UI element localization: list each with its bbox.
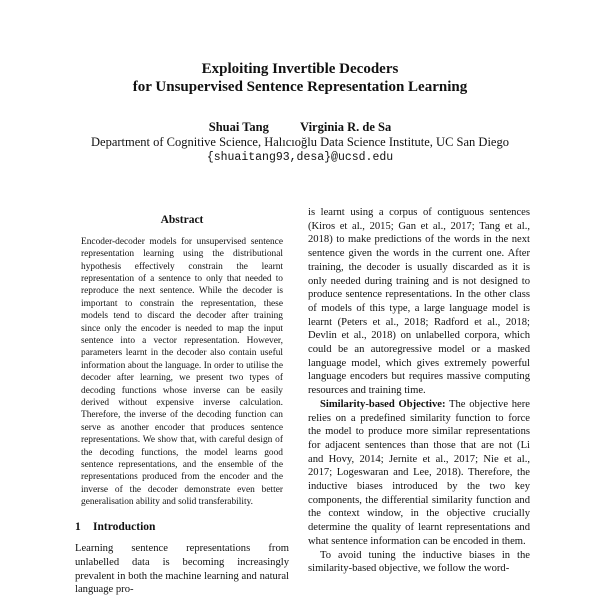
body-paragraph-1: is learnt using a corpus of contiguous sentences (Kiros et al., 2015; Gan et al., 2017; Tang et al., 2018) to make predictions of the words in the next sentence given the words in the current one. After training, the decoder is usually discarded as it is only needed during training and is not designed to produce sentence representations. In the other class of models of this type, a large language model is learnt (Peters et al., 2018; Radford et al., 2018; Devlin et al., 2018) on unlabelled corpora, which could be an autoregressive model or a masked language model, which gives extremely powerful language encoders but requires massive computing resources and training time. [308, 207, 530, 397]
introduction-text: Learning sentence representations from unlabelled data is becoming increasingly prevalent in both the machine learning and natural language pro- [75, 543, 289, 596]
section-heading-introduction [75, 521, 289, 535]
abstract-text: Encoder-decoder models for unsupervised sentence representation learning using the distributional hypothesis effectively constrain the learnt representation of a sentence to only that needed to reproduce the next sentence. While the decoder is important to constrain the representation, these models tend to discard the decoder after training since only the encoder is needed to map the input sentence into a vector representation. However, parameters learnt in the decoder also contain useful information about the language. In order to utilise the decoder after learning, we present two types of decoding functions whose inverse can be easily derived without expensive inverse calculation. Therefore, the inverse of the decoding function can serve as another encoder that produces sentence representations. We show that, with careful design of the decoding functions, the model learns good sentence representations, and the ensemble of the representations produced from the encoder and the inverse of the decoder demonstrate even better generalisation ability and solid transferability. [81, 236, 283, 508]
title-line-1: Exploiting Invertible Decoders [201, 61, 399, 77]
author-names [0, 120, 600, 135]
title-line-2: for Unsupervised Sentence Representation Learning [132, 79, 468, 95]
abstract-heading: Abstract [160, 214, 204, 226]
left-column [75, 206, 289, 597]
paper-title [0, 60, 600, 96]
body-paragraph-3: To avoid tuning the inductive biases in the similarity-based objective, we follow the word- [308, 549, 530, 575]
author-block [0, 120, 600, 165]
email: {shuaitang93,desa}@ucsd.edu [206, 151, 394, 164]
body-paragraph-2 [308, 398, 530, 549]
section-title: Introduction [93, 520, 156, 533]
paragraph-2-text: The objective here relies on a predefined similarity function to force the model to produce more similar representations for adjacent sentences than those that are not (Li and Hovy, 2014; Jernite et al., 2017; Nie et al., 2017; Logeswaran and Lee, 2018). Therefore, the inductive biases introduced by the two key components, the differential similarity function and the context window, in the objective crucially determine the quality of learnt representations and what sentence information can be encoded in them. [308, 398, 530, 547]
right-column [308, 206, 530, 576]
section-number: 1 [75, 520, 81, 533]
affiliation: Department of Cognitive Science, Halıcıoğlu Data Science Institute, UC San Diego [91, 135, 509, 149]
author-1: Shuai Tang [208, 120, 269, 134]
paragraph-run-in-heading: Similarity-based Objective: [320, 398, 446, 410]
author-2: Virginia R. de Sa [300, 120, 392, 134]
